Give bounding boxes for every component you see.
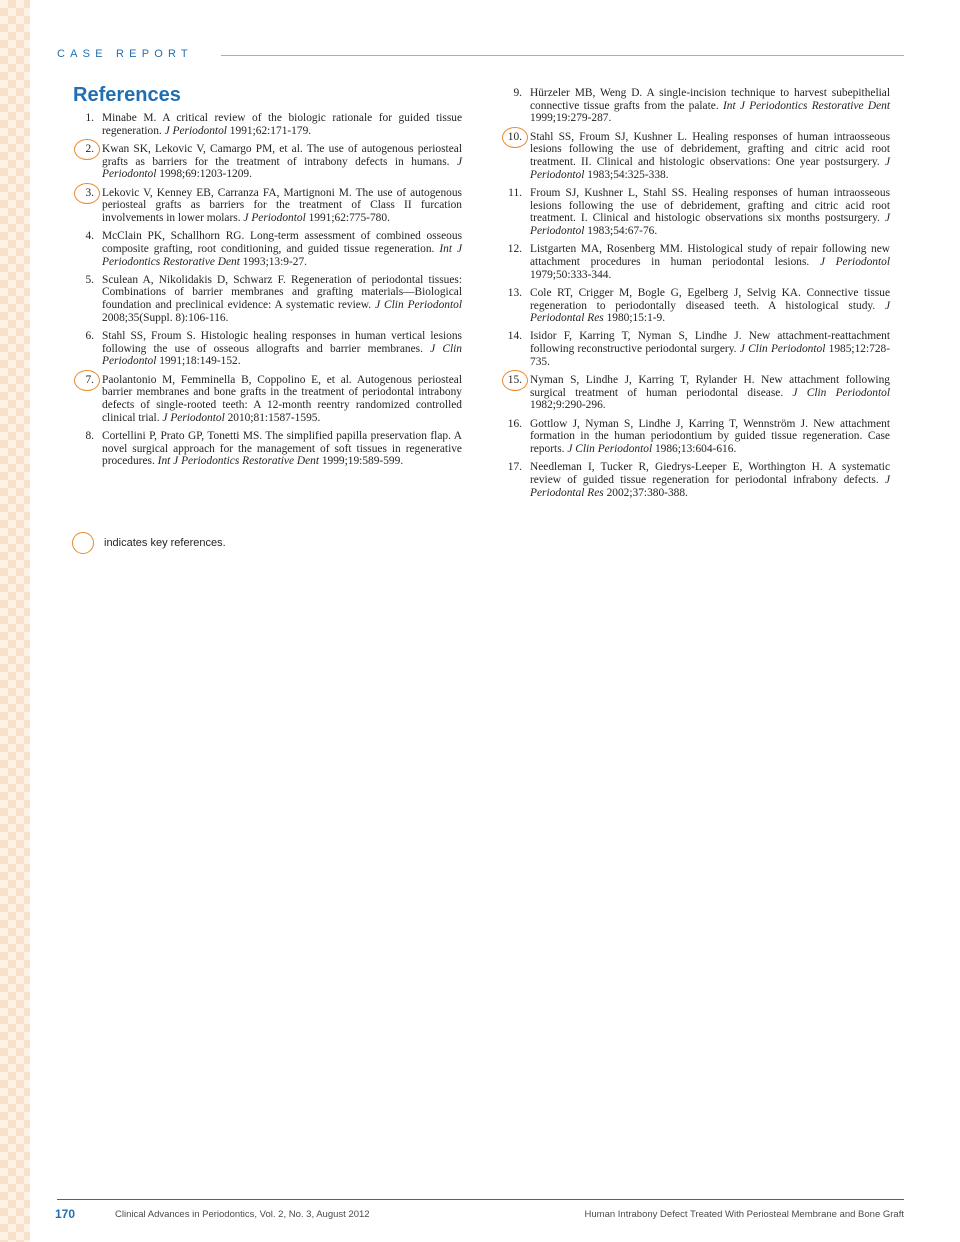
reference-text [530, 187, 890, 238]
reference-text [102, 330, 462, 368]
reference-item [74, 143, 462, 181]
reference-citation: Gottlow J, Nyman S, Lindhe J, Karring T, Wennström J. New attachment formation in the human periodontium by guided tissue regeneration. Case reports. [530, 417, 890, 456]
reference-text [530, 418, 890, 456]
reference-number: 6. [85, 330, 94, 343]
reference-text [530, 461, 890, 499]
reference-citation: Lekovic V, Kenney EB, Carranza FA, Martignoni M. The use of autogenous periosteal grafts as barriers for the treatment of Class II furcation involvements in lower molars. [102, 186, 462, 224]
key-reference-number: 2. [74, 143, 102, 181]
reference-number: 4. [85, 230, 94, 243]
legend-text: indicates key references. [104, 537, 226, 549]
reference-number: 8. [85, 429, 94, 442]
reference-volume: 1991;62:775-780. [305, 211, 390, 224]
reference-journal: J Periodontol [530, 212, 890, 238]
reference-citation: Listgarten MA, Rosenberg MM. Histological study of repair following new attachment procedures in human periodontal lesions. [530, 243, 890, 268]
reference-volume: 1979;50:333-344. [530, 268, 612, 281]
decorative-side-strip [0, 0, 30, 1242]
reference-citation: Kwan SK, Lekovic V, Camargo PM, et al. The use of autogenous periosteal grafts as barriers for the treatment of intrabony defects in humans. [102, 142, 462, 168]
reference-journal: J Periodontol [162, 411, 225, 424]
reference-journal: J Clin Periodontol [739, 343, 826, 356]
reference-item [502, 87, 890, 125]
reference-volume: 1993;13:9-27. [239, 255, 308, 268]
reference-journal: J Periodontal Res [530, 473, 890, 499]
reference-journal: J Clin Periodontol [375, 299, 462, 312]
reference-item [74, 374, 462, 425]
reference-item [74, 112, 462, 137]
reference-item [74, 230, 462, 268]
reference-text [530, 131, 890, 182]
reference-volume: 1982;9:290-296. [530, 399, 606, 412]
key-reference-number: 3. [74, 187, 102, 225]
reference-number: 17. [507, 461, 522, 474]
reference-text [102, 374, 462, 425]
reference-volume: 1986;13:604-616. [652, 443, 737, 456]
key-reference-number: 15. [502, 374, 530, 412]
references-left-column [74, 112, 462, 474]
reference-number: 12. [507, 243, 522, 256]
reference-volume: 2008;35(Suppl. 8):106-116. [102, 311, 229, 324]
key-circle-icon [72, 532, 94, 554]
reference-volume: 2010;81:1587-1595. [224, 411, 321, 424]
reference-citation: Nyman S, Lindhe J, Karring T, Rylander H. New attachment following surgical treatment of human periodontal disease. [530, 374, 890, 399]
reference-text [102, 430, 462, 468]
reference-citation: Cortellini P, Prato GP, Tonetti MS. The simplified papilla preservation flap. A novel surgical approach for the management of soft tissues in regenerative procedures. [102, 429, 462, 468]
reference-citation: McClain PK, Schallhorn RG. Long-term assessment of combined osseous composite grafting, root conditioning, and guided tissue regeneration. [102, 230, 462, 255]
reference-journal: Int J Periodontics Restorative Dent [102, 242, 462, 268]
reference-journal: J Clin Periodontol [102, 342, 462, 368]
reference-citation: Stahl SS, Froum SJ, Kushner L. Healing responses of human intraosseous lesions following the use of debridement, grafting and citric acid root treatment. II. Clinical and histologic observations: One year postsurgery. [530, 130, 890, 169]
reference-journal: J Periodontol [102, 155, 462, 181]
reference-volume: 2002;37:380-388. [603, 486, 688, 499]
reference-item [74, 330, 462, 368]
reference-text [530, 374, 890, 412]
footer-rule [57, 1199, 904, 1200]
reference-number: 5. [85, 273, 94, 286]
reference-text [102, 112, 462, 137]
reference-text [530, 243, 890, 281]
reference-item [74, 187, 462, 225]
page-number: 170 [55, 1207, 76, 1221]
reference-item [502, 461, 890, 499]
footer-article-title: Human Intrabony Defect Treated With Periosteal Membrane and Bone Graft [584, 1209, 904, 1220]
reference-text [102, 230, 462, 268]
reference-journal: J Periodontol [530, 156, 890, 181]
references-heading: References [73, 84, 181, 106]
reference-number: 13. [507, 286, 522, 299]
reference-journal: J Periodontal Res [530, 299, 890, 325]
reference-number: 9. [513, 87, 522, 99]
reference-citation: Paolantonio M, Femminella B, Coppolino E, et al. Autogenous periosteal barrier membranes and bone grafts in the treatment of periodontal intrabony defects of single-rooted teeth: A 12-month reentry randomized controlled clinical trial. [102, 373, 462, 424]
reference-item [74, 430, 462, 468]
reference-item [502, 243, 890, 281]
reference-journal: J Periodontol [164, 124, 227, 137]
reference-text [102, 274, 462, 325]
reference-volume: 1980;15:1-9. [603, 312, 666, 325]
reference-text [102, 143, 462, 181]
reference-number: 1. [85, 112, 94, 124]
reference-item [74, 274, 462, 325]
reference-item [502, 374, 890, 412]
reference-volume: 1991;62:171-179. [226, 124, 312, 137]
reference-citation: Sculean A, Nikolidakis D, Schwarz F. Regeneration of periodontal tissues: Combinations of barrier membranes and grafting materials—Biological foundation and preclinical evidence: A systematic review. [102, 273, 462, 312]
reference-volume: 1983;54:325-338. [584, 168, 669, 181]
key-reference-number: 10. [502, 131, 530, 182]
section-label: CASE REPORT [57, 48, 193, 60]
reference-citation: Froum SJ, Kushner L, Stahl SS. Healing responses of human intraosseous lesions following the use of debridement, grafting and citric acid root treatment. I. Clinical and histologic observations six months postsurgery. [530, 186, 890, 225]
reference-citation: Hürzeler MB, Weng D. A single-incision technique to harvest subepithelial connective tissue grafts from the palate. [530, 87, 890, 112]
key-reference-legend [72, 532, 226, 554]
reference-text [530, 330, 890, 368]
references-right-column [502, 87, 890, 505]
reference-number: 14. [507, 330, 522, 343]
reference-citation: Minabe M. A critical review of the biologic rationale for guided tissue regeneration. [102, 112, 462, 137]
header-rule [221, 55, 904, 56]
reference-journal: J Periodontol [819, 255, 891, 268]
reference-journal: J Clin Periodontol [792, 386, 890, 399]
reference-citation: Isidor F, Karring T, Nyman S, Lindhe J. New attachment-reattachment following reconstructive periodontal surgery. [530, 330, 890, 356]
reference-item [502, 187, 890, 238]
reference-item [502, 418, 890, 456]
reference-citation: Cole RT, Crigger M, Bogle G, Egelberg J, Selvig KA. Connective tissue regeneration to periodontally diseased teeth. A histological study. [530, 286, 890, 312]
reference-number: 16. [507, 417, 522, 430]
footer-journal: Clinical Advances in Periodontics, Vol. 2, No. 3, August 2012 [115, 1209, 370, 1220]
reference-item [502, 330, 890, 368]
reference-journal: Int J Periodontics Restorative Dent [722, 99, 891, 112]
reference-text [102, 187, 462, 225]
reference-citation: Needleman I, Tucker R, Giedrys-Leeper E, Worthington H. A systematic review of guided tissue regeneration for periodontal infrabony defects. [530, 461, 890, 486]
reference-volume: 1983;54:67-76. [584, 225, 658, 238]
reference-item [502, 287, 890, 325]
reference-volume: 1999;19:589-599. [319, 455, 404, 468]
reference-citation: Stahl SS, Froum S. Histologic healing responses in human vertical lesions following the use of osseous allografts and barrier membranes. [102, 330, 462, 355]
reference-volume: 1991;18:149-152. [156, 355, 241, 368]
reference-journal: J Clin Periodontol [567, 443, 653, 456]
key-reference-number: 7. [74, 374, 102, 425]
reference-item [502, 131, 890, 182]
reference-volume: 1985;12:728-735. [530, 343, 891, 368]
reference-journal: Int J Periodontics Restorative Dent [157, 455, 319, 468]
reference-text [530, 287, 890, 325]
reference-volume: 1999;19:279-287. [530, 112, 612, 125]
reference-text [530, 87, 890, 125]
reference-volume: 1998;69:1203-1209. [156, 168, 252, 181]
reference-journal: J Periodontol [243, 211, 306, 224]
reference-number: 11. [508, 186, 522, 199]
